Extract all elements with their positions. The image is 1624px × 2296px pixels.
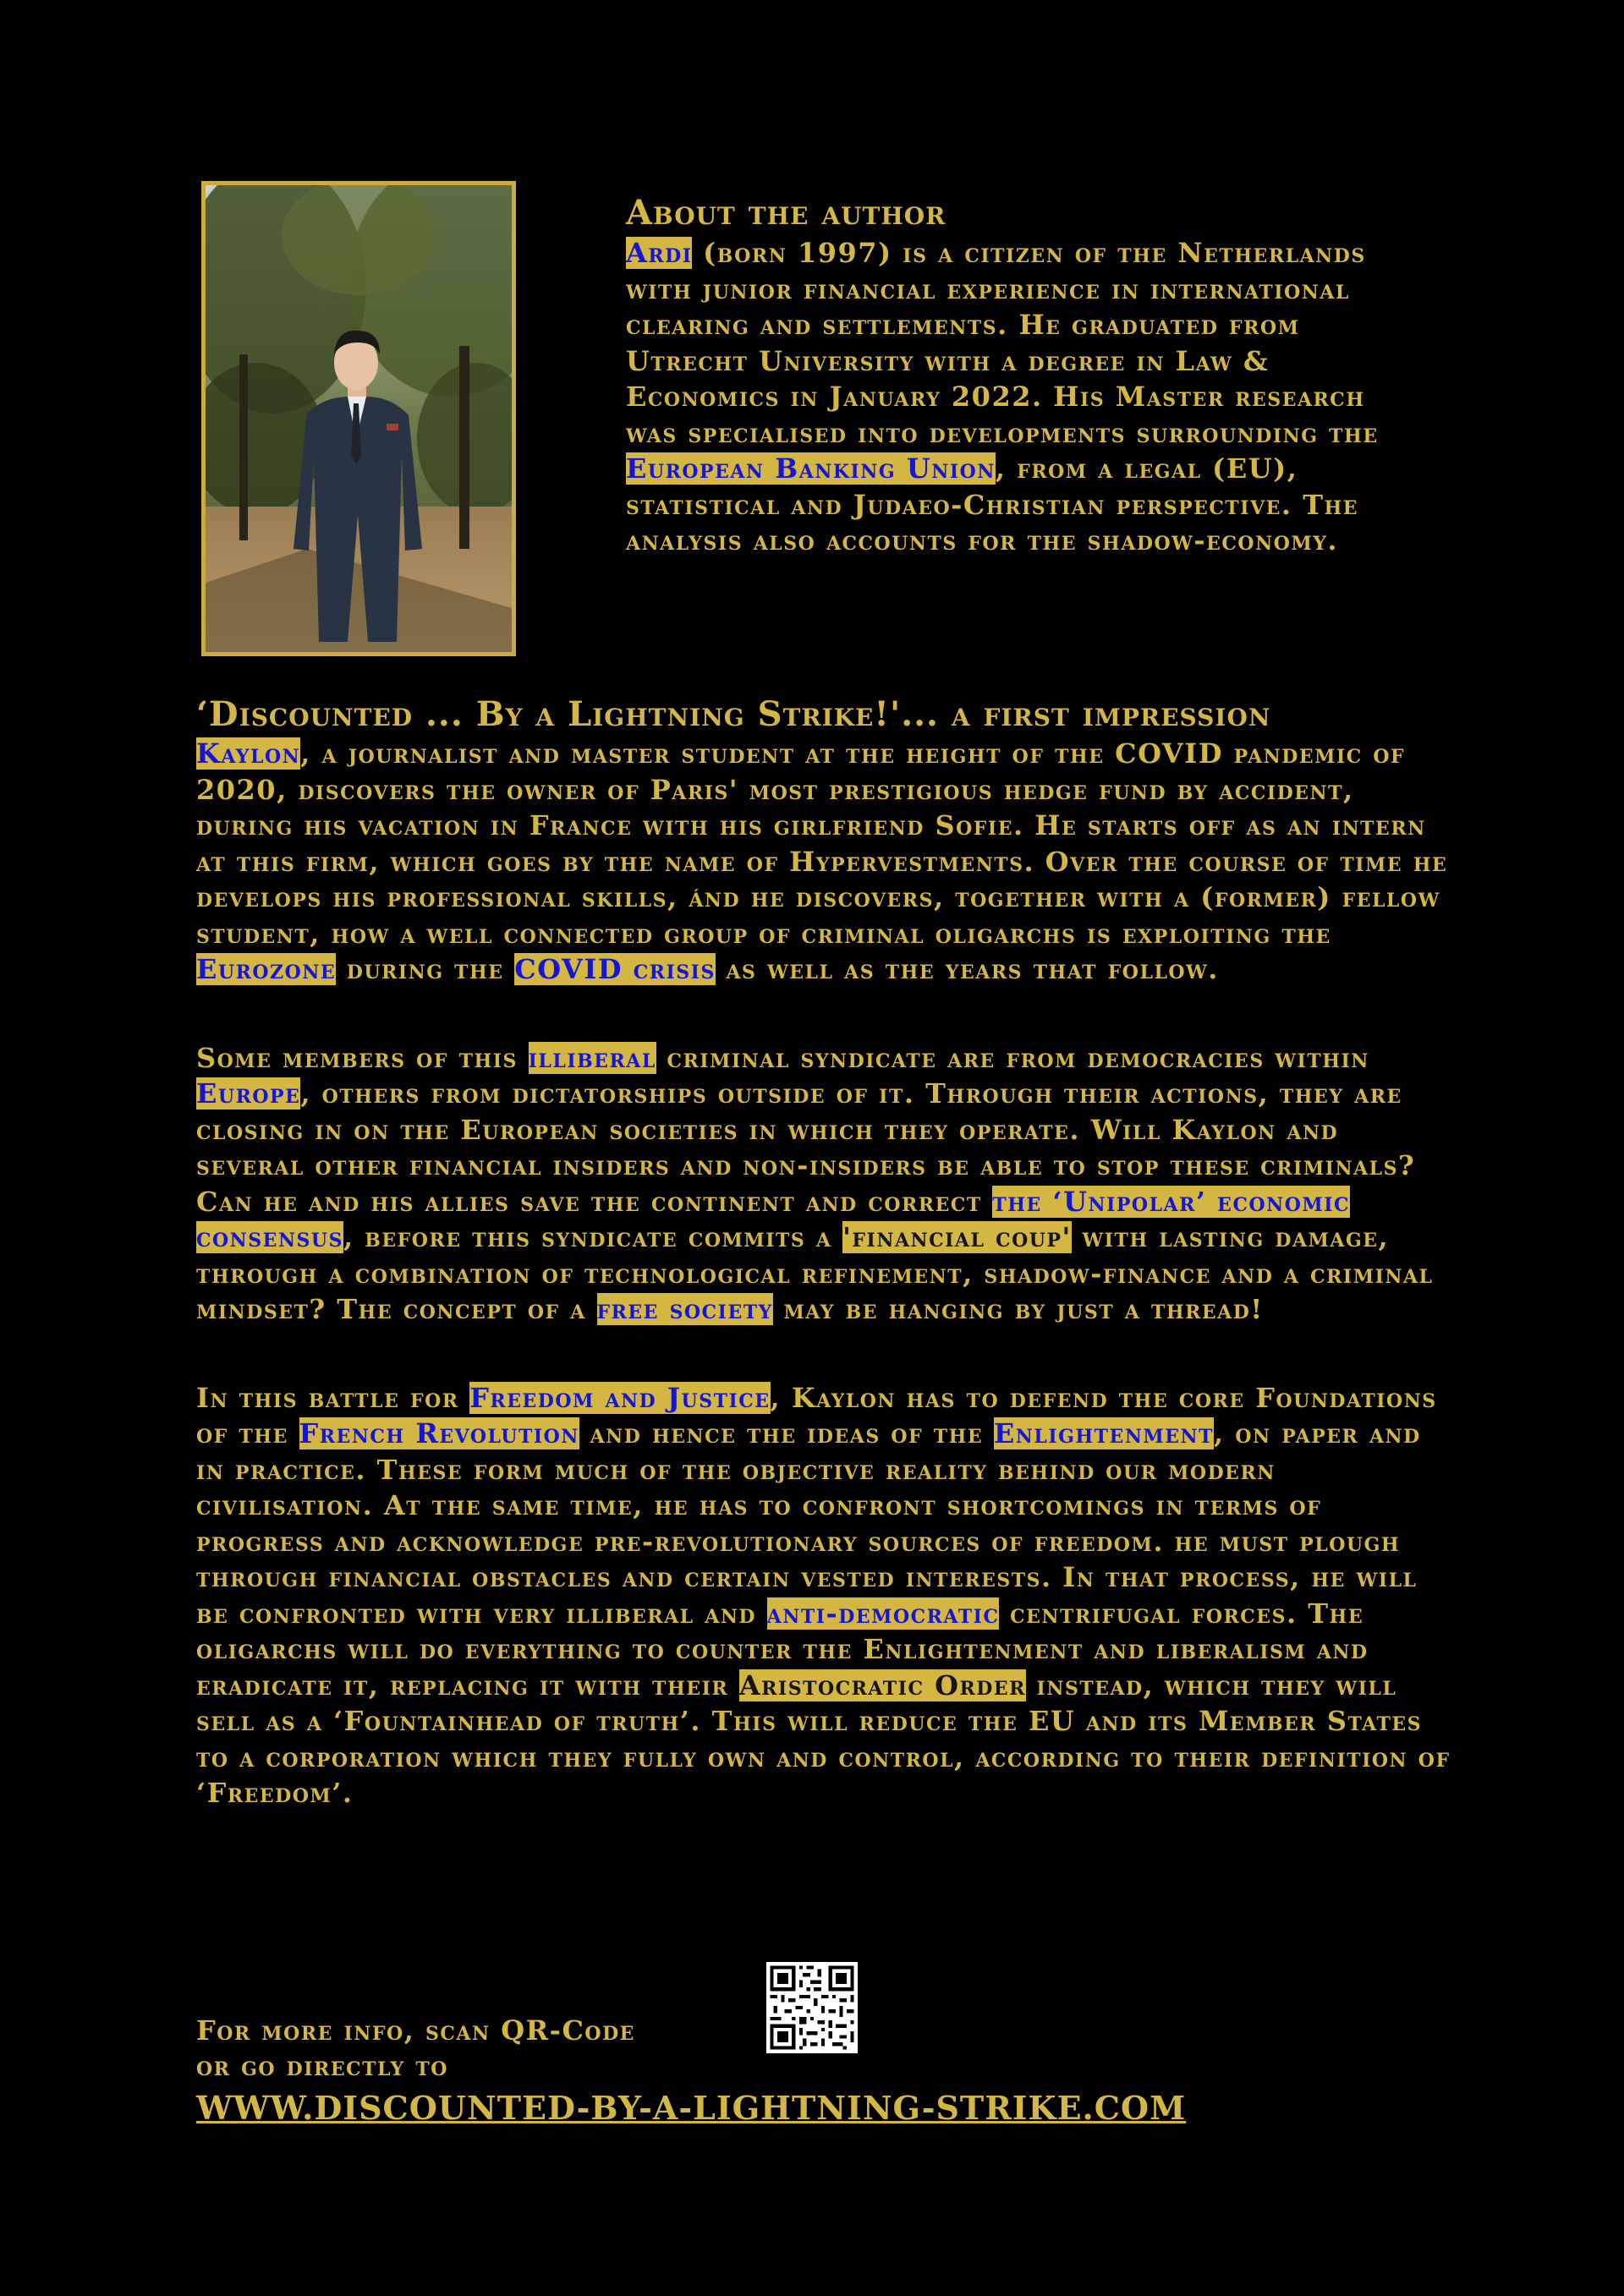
synopsis-heading: ‘Discounted ... By a Lightning Strike!'... a first impression (196, 694, 1271, 734)
about-text-part-2: , from a legal (EU), statistical and Judaeo-Christian perspective. The analysis also accounts for the shadow-economy. (626, 452, 1359, 556)
p1-text-2: during the (336, 953, 515, 985)
synopsis-paragraph-3 (196, 1380, 1457, 1811)
synopsis-section (196, 693, 1465, 1811)
more-info-line-2: or go directly to (196, 2050, 448, 2082)
french-revolution-link[interactable]: French Revolution (299, 1417, 579, 1449)
free-society-link[interactable]: free society (596, 1293, 773, 1325)
more-info-line-1: For more info, scan QR-Code (196, 2014, 635, 2047)
p3-text-5: centrifugal forces. The oligarchs will do everything to counter the Enlightenment and liberalism and eradicate it, replacing it with their (196, 1597, 1369, 1701)
enlightenment-link[interactable]: Enlightenment (993, 1417, 1215, 1449)
about-author-text (626, 235, 1387, 559)
p3-text-2: , Kaylon has to defend the core Foundations of the (196, 1381, 1437, 1449)
kaylon-link[interactable]: Kaylon (196, 737, 301, 770)
europe-link[interactable]: Europe (196, 1077, 301, 1110)
p2-text-1: Some members of this (196, 1041, 529, 1074)
p3-text-4: , on paper and in practice. These form much of the objective reality behind our modern civilisation. At the same time, he has to confront shortcomings in terms of progress and acknowledge pre-revolutionary sources of freedom. he must plough through financial obstacles and certain vested interests. In that process, he will be confronted with very illiberal and (196, 1417, 1421, 1630)
synopsis-paragraph-2 (196, 1040, 1457, 1328)
p2-text-3: , others from dictatorships outside of it. Through their actions, they are closing in on the European societies in which they operate. Will Kaylon and several other financial insiders and non-insiders be able to stop these criminals? Can he and his allies save the continent and correct (196, 1077, 1416, 1218)
p3-text-3: and hence the ideas of the (579, 1417, 994, 1449)
illiberal-link[interactable]: illiberal (528, 1041, 656, 1074)
qr-code-icon (766, 1962, 858, 2053)
p1-text-1: , a journalist and master student at the height of the COVID pandemic of 2020, discovers the owner of Paris' most prestigious hedge fund by accident, during his vacation in France with his girlfriend Sofie. He starts off as an intern at this firm, which goes by the name of Hypervestments. Over the course of time he develops his professional skills, ánd he discovers, together with a (former) fellow student, how a well connected group of criminal oligarchs is exploiting the (196, 737, 1448, 950)
qr-code[interactable] (766, 1962, 858, 2053)
p2-text-5: with lasting damage, through a combination of technological refinement, shadow-finance and a criminal mindset? The concept of a (196, 1221, 1434, 1325)
p2-text-6: may be hanging by just a thread! (772, 1293, 1264, 1325)
more-info-block (196, 2013, 635, 2084)
eurozone-link[interactable]: Eurozone (196, 953, 337, 985)
financial-coup-highlight: 'financial coup' (842, 1221, 1072, 1253)
p2-text-2: criminal syndicate are from democracies within (656, 1041, 1369, 1074)
synopsis-paragraph-1 (196, 736, 1457, 988)
about-author-section (626, 193, 1421, 559)
p3-text-6: instead, which they will sell as a ‘Fountainhead of truth’. This will reduce the EU and its Member States to a corporation which they fully own and control, according to their definition of ‘Freedom’. (196, 1669, 1451, 1809)
unipolar-consensus-link[interactable]: the ‘Unipolar’ economic consensus (196, 1185, 1351, 1253)
aristocratic-order-highlight: Aristocratic Order (738, 1669, 1026, 1701)
p2-text-4: , before this syndicate commits a (343, 1221, 843, 1253)
author-name-link[interactable]: Ardi (626, 237, 693, 269)
author-photo (201, 181, 516, 656)
author-portrait-image (206, 185, 512, 652)
anti-democratic-link[interactable]: anti-democratic (766, 1597, 1000, 1630)
about-text-part-1: (born 1997) is a citizen of the Netherlands with junior financial experience in international clearing and settlements. He graduated from Utrecht University with a degree in Law & Economics in January 2022. His Master research was specialised into developments surrounding the (626, 237, 1379, 449)
p1-text-3: as well as the years that follow. (715, 953, 1219, 985)
p3-text-1: In this battle for (196, 1381, 470, 1414)
freedom-justice-link[interactable]: Freedom and Justice (469, 1381, 771, 1414)
banking-union-link[interactable]: European Banking Union (626, 452, 996, 485)
website-link[interactable]: WWW.DISCOUNTED-BY-A-LIGHTNING-STRIKE.COM (196, 2089, 1187, 2127)
covid-crisis-link[interactable]: COVID crisis (514, 953, 716, 985)
about-author-heading: About the author (626, 193, 946, 233)
